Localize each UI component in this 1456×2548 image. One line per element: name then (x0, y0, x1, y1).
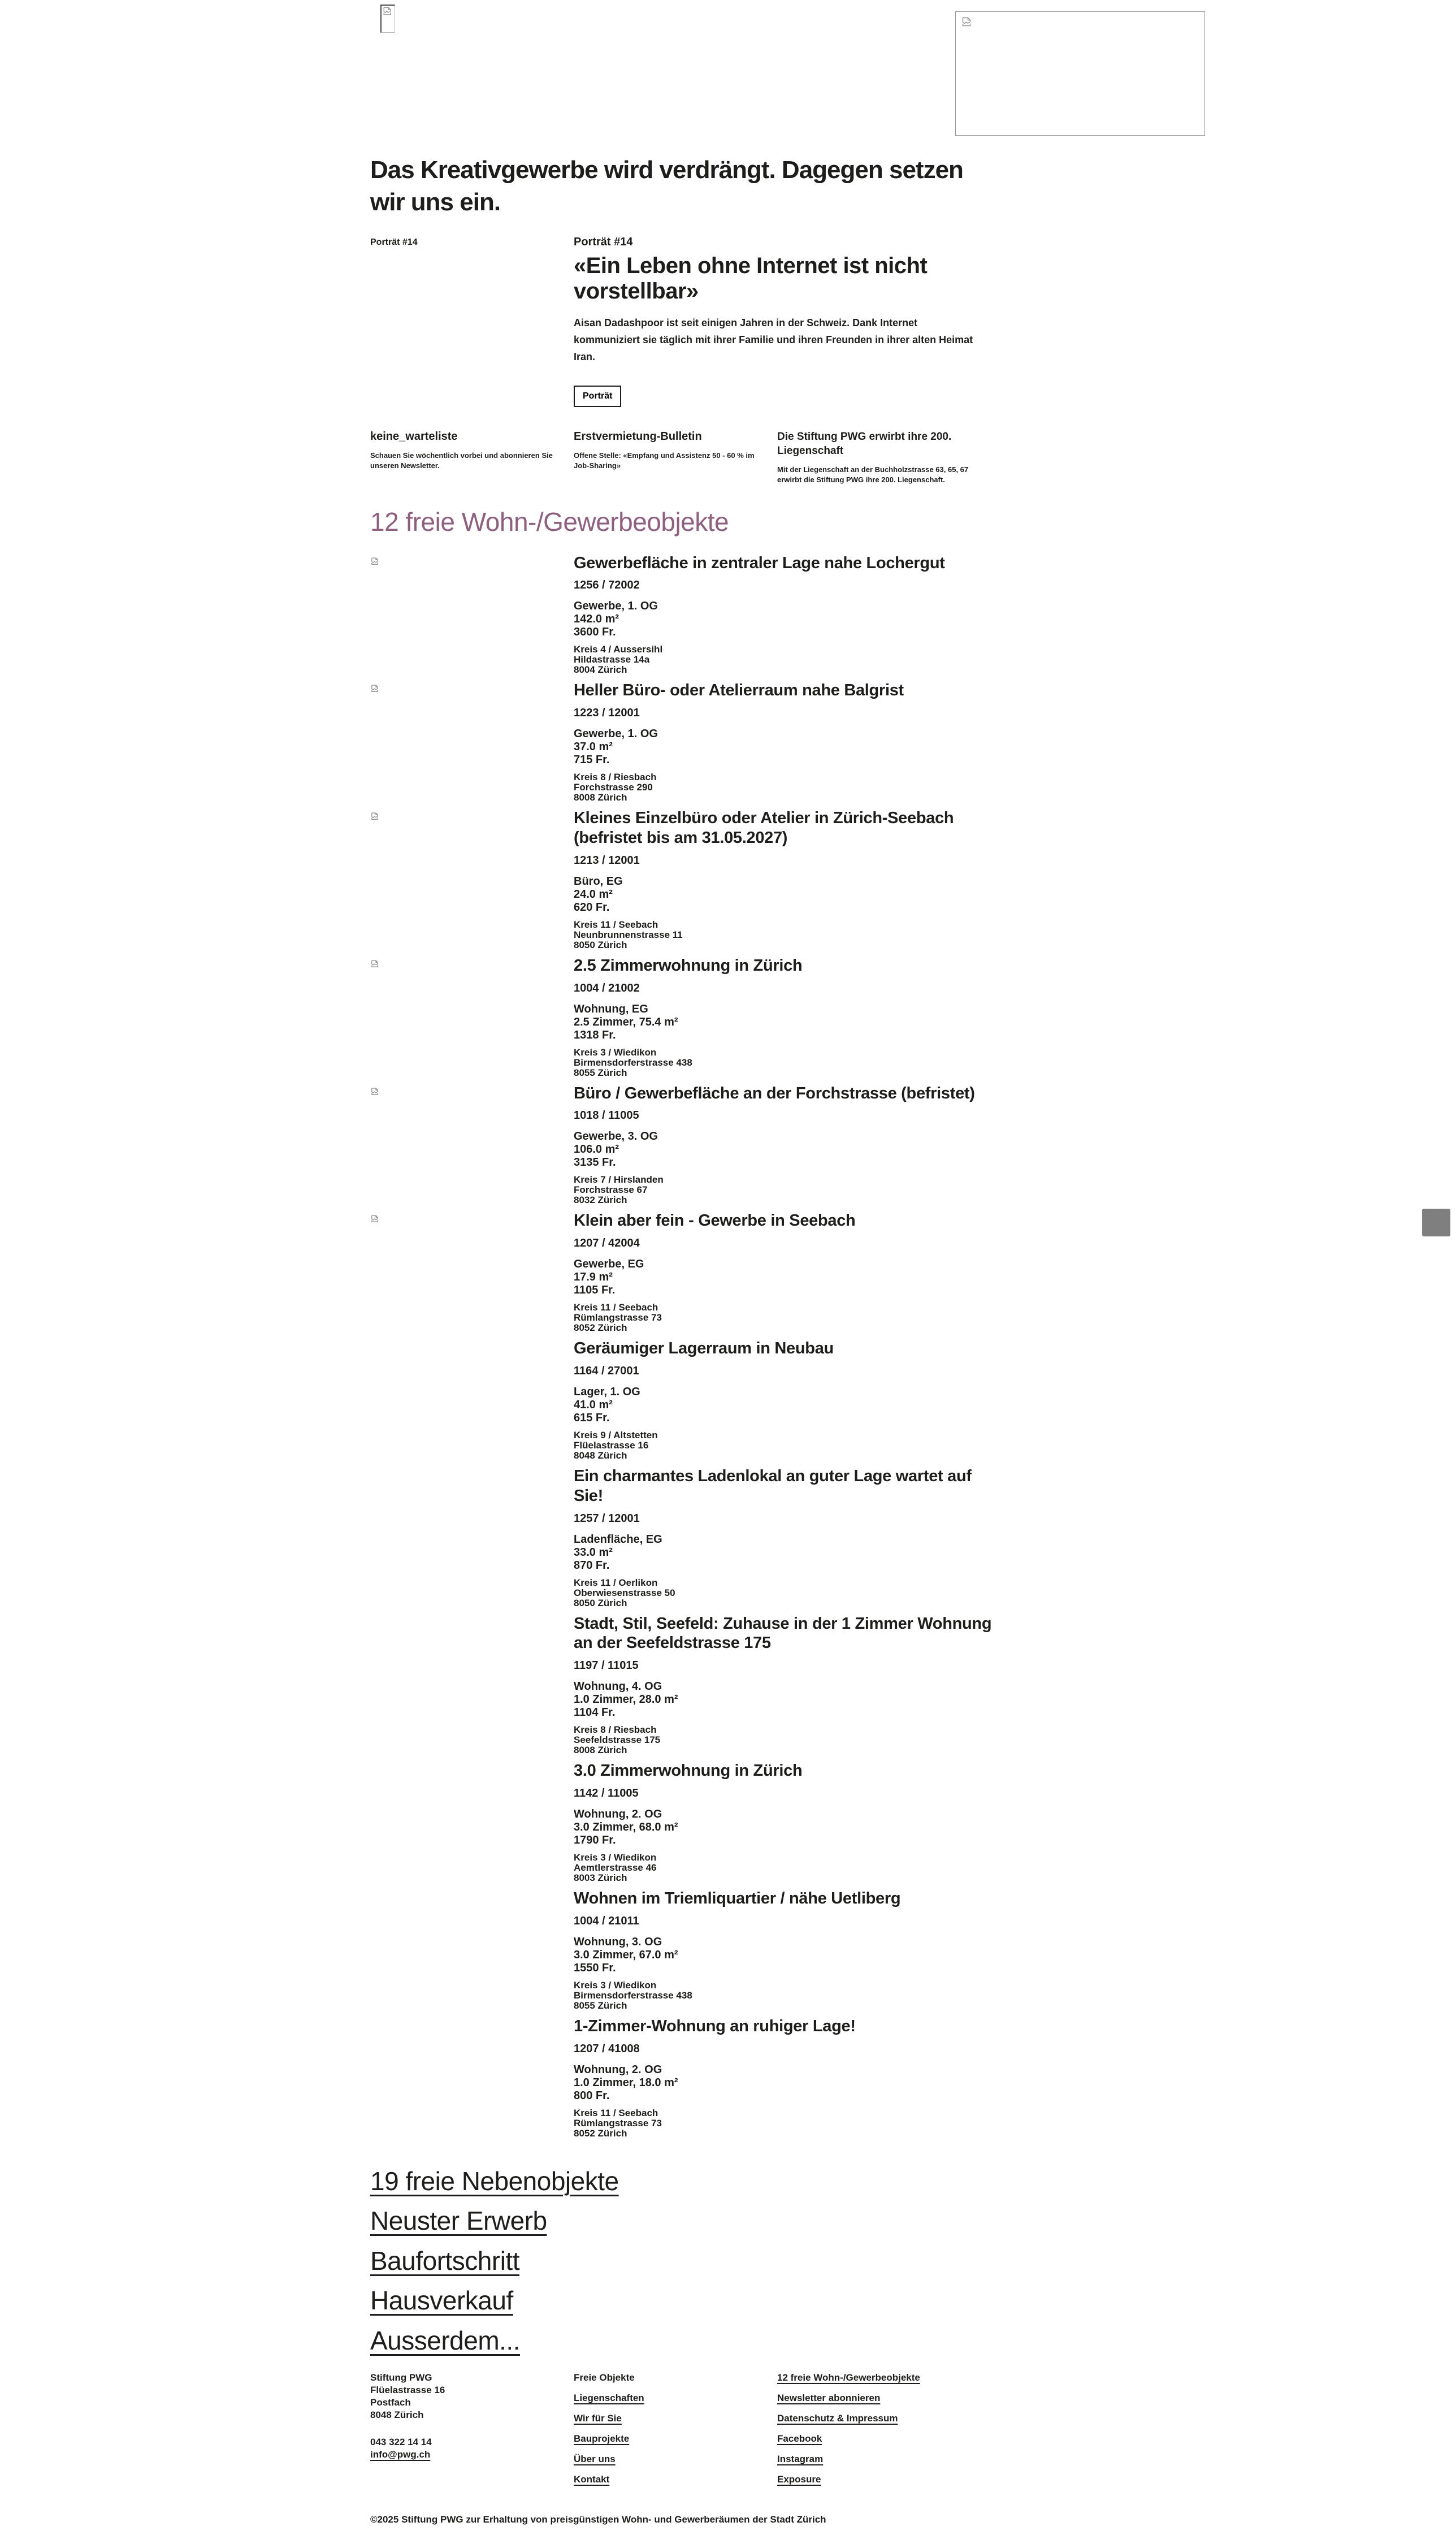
hero-image-placeholder (955, 11, 1205, 136)
listing-type: Büro, EG (574, 875, 623, 888)
listing-type: Wohnung, 2. OG (574, 2063, 662, 2076)
listing-title: Wohnen im Triemliquartier / nähe Uetliberg (574, 1889, 901, 1907)
listing-ref: 1164 / 27001 (574, 1364, 639, 1377)
listing-item (370, 1466, 1456, 1608)
listing-ref: 1257 / 12001 (574, 1512, 640, 1525)
listing-district: Kreis 8 / Riesbach (574, 772, 657, 783)
listing-street: Oberwiesenstrasse 50 (574, 1587, 675, 1598)
listing-title: Ein charmantes Ladenlokal an guter Lage wartet auf Sie! (574, 1466, 972, 1505)
listing-price: 800 Fr. (574, 2089, 610, 2102)
listing-city: 8052 Zürich (574, 2127, 627, 2139)
listing-thumbnail-placeholder (370, 808, 574, 950)
listing-city: 8008 Zürich (574, 1745, 627, 1756)
listing-link[interactable] (574, 956, 992, 1078)
news-row (370, 430, 1456, 485)
listing-thumbnail-placeholder (370, 553, 574, 676)
listing-street: Seefeldstrasse 175 (574, 1734, 661, 1746)
listing-type: Gewerbe, 1. OG (574, 600, 658, 613)
listing-rooms-area: 2.5 Zimmer, 75.4 m² (574, 1015, 678, 1028)
listing-title: 3.0 Zimmerwohnung in Zürich (574, 1762, 803, 1780)
listing-thumbnail-placeholder (370, 956, 574, 1078)
footer-nav-column-1 (574, 2372, 777, 2494)
listing-street: Birmensdorferstrasse 438 (574, 1989, 692, 2001)
listing-district: Kreis 11 / Seebach (574, 2107, 658, 2118)
portrait-label: Porträt #14 (370, 237, 418, 248)
listing-area: 24.0 m² (574, 888, 613, 901)
footer-link-liegenschaften[interactable]: Liegenschaften (574, 2393, 644, 2404)
footer-address-column (370, 2372, 574, 2494)
listing-item (370, 1084, 1456, 1206)
broken-image-icon (370, 684, 379, 693)
listing-area: 17.9 m² (574, 1271, 613, 1284)
listing-street: Hildastrasse 14a (574, 654, 650, 665)
listing-price: 1318 Fr. (574, 1028, 616, 1041)
link-nebenobjekte[interactable]: 19 freie Nebenobjekte (370, 2166, 619, 2196)
listing-title: Klein aber fein - Gewerbe in Seebach (574, 1212, 856, 1230)
listing-rooms-area: 1.0 Zimmer, 28.0 m² (574, 1693, 678, 1706)
footer-link-bauprojekte[interactable]: Bauprojekte (574, 2433, 630, 2445)
footer-org-name: Stiftung PWG (370, 2372, 432, 2383)
listing-district: Kreis 11 / Oerlikon (574, 1577, 658, 1588)
listing-district: Kreis 3 / Wiedikon (574, 1979, 657, 1991)
listing-link[interactable] (574, 1339, 992, 1461)
footer-link-instagram[interactable]: Instagram (777, 2454, 824, 2465)
portrait-content (574, 235, 986, 407)
listing-price: 615 Fr. (574, 1411, 610, 1424)
listing-type: Lager, 1. OG (574, 1385, 640, 1398)
listing-price: 715 Fr. (574, 754, 610, 767)
listing-item (370, 553, 1456, 676)
listing-link[interactable] (574, 1084, 992, 1206)
listing-item (370, 2017, 1456, 2139)
listing-link[interactable] (574, 1211, 992, 1333)
listing-type: Gewerbe, 1. OG (574, 728, 658, 741)
footer-column-label: Freie Objekte (574, 2372, 635, 2383)
listing-price: 870 Fr. (574, 1559, 610, 1572)
listing-ref: 1004 / 21002 (574, 981, 640, 994)
listing-price: 620 Fr. (574, 901, 610, 914)
listing-title: Stadt, Stil, Seefeld: Zuhause in der 1 Zimmer Wohnung an der Seefeldstrasse 175 (574, 1614, 992, 1652)
footer-link-wir-fuer-sie[interactable]: Wir für Sie (574, 2413, 622, 2424)
listing-ref: 1223 / 12001 (574, 707, 640, 720)
footer-nav-column-2 (777, 2372, 1071, 2494)
news-body: Offene Stelle: «Empfang und Assistenz 50 - 60 % im Job-Sharing» (574, 451, 755, 470)
listing-link[interactable] (574, 1889, 992, 2011)
portrait-kicker: Porträt #14 (574, 236, 633, 249)
broken-image-icon (370, 959, 379, 968)
listings-heading: 12 freie Wohn-/Gewerbeobjekte (370, 507, 729, 537)
listing-ref: 1207 / 42004 (574, 1237, 640, 1250)
portrait-body: Aisan Dadashpoor ist seit einigen Jahren in der Schweiz. Dank Internet kommuniziert sie täglich mit ihrer Familie und ihren Freunden in ihrer alten Heimat Iran. (574, 317, 973, 362)
side-widget-button[interactable] (1422, 1209, 1450, 1236)
listing-ref: 1197 / 11015 (574, 1659, 639, 1672)
listing-district: Kreis 4 / Aussersihl (574, 644, 663, 655)
footer-city: 8048 Zürich (370, 2409, 424, 2421)
listing-thumbnail-placeholder (370, 1761, 574, 1883)
listing-link[interactable] (574, 1466, 992, 1608)
portrait-title: «Ein Leben ohne Internet ist nicht vorstellbar» (574, 253, 928, 304)
listing-city: 8050 Zürich (574, 1597, 627, 1608)
listing-item (370, 1339, 1456, 1461)
listing-street: Flüelastrasse 16 (574, 1439, 649, 1451)
listing-type: Gewerbe, 3. OG (574, 1130, 658, 1143)
listing-price: 1790 Fr. (574, 1833, 616, 1846)
broken-image-icon (370, 1087, 379, 1096)
listing-city: 8003 Zürich (574, 1872, 627, 1883)
listing-area: 142.0 m² (574, 613, 619, 626)
broken-image-icon (370, 1214, 379, 1223)
footer-pobox: Postfach (370, 2397, 411, 2408)
listing-link[interactable] (574, 1614, 992, 1756)
listing-city: 8050 Zürich (574, 939, 627, 950)
listing-district: Kreis 11 / Seebach (574, 1302, 658, 1313)
news-card-liegenschaft[interactable] (777, 430, 981, 485)
listing-thumbnail-placeholder (370, 681, 574, 803)
link-baufortschritt[interactable]: Baufortschritt (370, 2246, 519, 2276)
listing-title: 2.5 Zimmerwohnung in Zürich (574, 956, 803, 975)
listing-thumbnail-placeholder (370, 1084, 574, 1206)
listing-title: Büro / Gewerbefläche an der Forchstrasse (befristet) (574, 1084, 975, 1102)
listing-thumbnail-placeholder (370, 1339, 574, 1461)
listing-price: 3135 Fr. (574, 1156, 616, 1169)
footer-link-ueber-uns[interactable]: Über uns (574, 2454, 616, 2465)
news-title: Die Stiftung PWG erwirbt ihre 200. Liegenschaft (777, 430, 952, 457)
footer-link-newsletter[interactable]: Newsletter abonnieren (777, 2393, 881, 2404)
listing-area: 37.0 m² (574, 741, 613, 754)
listing-district: Kreis 11 / Seebach (574, 919, 658, 930)
news-title: Erstvermietung-Bulletin (574, 430, 702, 443)
footer-phone: 043 322 14 14 (370, 2437, 432, 2448)
listing-link[interactable] (574, 553, 992, 676)
listing-type: Gewerbe, EG (574, 1258, 644, 1271)
broken-image-icon (370, 557, 379, 566)
footer-email-link[interactable]: info@pwg.ch (370, 2449, 431, 2460)
listing-ref: 1256 / 72002 (574, 579, 640, 592)
listing-type: Ladenfläche, EG (574, 1533, 662, 1546)
listing-title: Gewerbefläche in zentraler Lage nahe Lochergut (574, 553, 945, 572)
listing-street: Birmensdorferstrasse 438 (574, 1057, 692, 1068)
listing-city: 8052 Zürich (574, 1322, 627, 1334)
listing-item (370, 956, 1456, 1078)
listing-street: Aemtlerstrasse 46 (574, 1862, 657, 1873)
news-card-newsletter[interactable] (370, 430, 574, 485)
footer-link-exposure[interactable]: Exposure (777, 2474, 821, 2485)
listing-type: Wohnung, EG (574, 1002, 648, 1015)
link-neuster-erwerb[interactable]: Neuster Erwerb (370, 2206, 547, 2236)
listing-city: 8004 Zürich (574, 664, 627, 676)
footer-street: Flüelastrasse 16 (370, 2385, 445, 2396)
listing-thumbnail-placeholder (370, 1466, 574, 1608)
listing-link[interactable] (574, 2017, 992, 2139)
footer-link-facebook[interactable]: Facebook (777, 2433, 822, 2445)
section-links (370, 2167, 1456, 2355)
listing-link[interactable] (574, 808, 992, 950)
listing-link[interactable] (574, 1761, 992, 1883)
listing-area: 33.0 m² (574, 1546, 613, 1559)
footer-link-datenschutz[interactable]: Datenschutz & Impressum (777, 2413, 898, 2424)
listing-district: Kreis 3 / Wiedikon (574, 1046, 657, 1058)
listing-thumbnail-placeholder (370, 1211, 574, 1333)
listing-price: 1105 Fr. (574, 1284, 616, 1297)
copyright-line: ©2025 Stiftung PWG zur Erhaltung von preisgünstigen Wohn- und Gewerberäumen der Stadt Zürich (370, 2514, 826, 2525)
listing-title: Kleines Einzelbüro oder Atelier in Zürich-Seebach (befristet bis am 31.05.2027) (574, 809, 954, 847)
broken-image-icon (370, 812, 379, 821)
broken-image-icon (382, 6, 392, 16)
portrait-teaser (370, 235, 1456, 407)
listing-city: 8048 Zürich (574, 1450, 627, 1461)
listing-item (370, 1614, 1456, 1756)
listing-title: Geräumiger Lagerraum in Neubau (574, 1339, 834, 1358)
listing-district: Kreis 3 / Wiedikon (574, 1851, 657, 1863)
listing-type: Wohnung, 4. OG (574, 1680, 662, 1693)
listing-type: Wohnung, 2. OG (574, 1807, 662, 1820)
listing-ref: 1004 / 21011 (574, 1914, 639, 1927)
listing-thumbnail-placeholder (370, 1889, 574, 2011)
listing-item (370, 1889, 1456, 2011)
listing-city: 8008 Zürich (574, 792, 627, 803)
listing-price: 1104 Fr. (574, 1706, 616, 1719)
broken-image-icon (961, 16, 972, 28)
listing-rooms-area: 1.0 Zimmer, 18.0 m² (574, 2076, 678, 2089)
listing-rooms-area: 3.0 Zimmer, 67.0 m² (574, 1948, 678, 1961)
news-card-erstvermietung[interactable] (574, 430, 777, 485)
listing-ref: 1207 / 41008 (574, 2042, 640, 2055)
listing-street: Forchstrasse 67 (574, 1184, 648, 1196)
listing-item (370, 1761, 1456, 1883)
main-headline: Das Kreativgewerbe wird verdrängt. Dagegen setzen wir uns ein. (370, 156, 963, 217)
logo-image-placeholder[interactable] (380, 5, 395, 33)
link-ausserdem[interactable]: Ausserdem... (370, 2325, 520, 2355)
listing-ref: 1142 / 11005 (574, 1786, 639, 1799)
page-header (0, 0, 1456, 141)
listing-street: Rümlangstrasse 73 (574, 2117, 662, 2129)
listing-price: 1550 Fr. (574, 1961, 616, 1974)
listing-city: 8032 Zürich (574, 1195, 627, 1206)
listing-title: 1-Zimmer-Wohnung an ruhiger Lage! (574, 2017, 856, 2035)
listing-area: 41.0 m² (574, 1398, 613, 1411)
listing-city: 8055 Zürich (574, 1067, 627, 1078)
listing-title: Heller Büro- oder Atelierraum nahe Balgrist (574, 681, 904, 700)
page-footer (370, 2372, 1456, 2494)
link-hausverkauf[interactable]: Hausverkauf (370, 2286, 513, 2316)
listing-thumbnail-placeholder (370, 2017, 574, 2139)
listing-item (370, 681, 1456, 803)
news-title: keine_warteliste (370, 430, 458, 443)
footer-link-kontakt[interactable]: Kontakt (574, 2474, 610, 2485)
footer-link-freie-objekte[interactable]: 12 freie Wohn-/Gewerbeobjekte (777, 2372, 920, 2383)
listing-district: Kreis 7 / Hirslanden (574, 1174, 664, 1186)
portrait-button[interactable]: Porträt (574, 386, 621, 407)
listing-city: 8055 Zürich (574, 2000, 627, 2011)
listing-type: Wohnung, 3. OG (574, 1935, 662, 1948)
listing-thumbnail-placeholder (370, 1614, 574, 1756)
news-body: Schauen Sie wöchentlich vorbei und abonnieren Sie unseren Newsletter. (370, 451, 553, 470)
listing-ref: 1213 / 12001 (574, 854, 640, 867)
listing-district: Kreis 8 / Riesbach (574, 1724, 657, 1736)
listing-rooms-area: 3.0 Zimmer, 68.0 m² (574, 1820, 678, 1833)
listing-item (370, 1211, 1456, 1333)
news-body: Mit der Liegenschaft an der Buchholzstrasse 63, 65, 67 erwirbt die Stiftung PWG ihre 200. Liegenschaft. (777, 465, 969, 484)
listing-link[interactable] (574, 681, 992, 803)
listing-area: 106.0 m² (574, 1143, 619, 1156)
listing-item (370, 808, 1456, 950)
listing-street: Neunbrunnenstrasse 11 (574, 929, 683, 940)
listing-price: 3600 Fr. (574, 626, 616, 639)
listing-street: Forchstrasse 290 (574, 782, 653, 793)
listing-ref: 1018 / 11005 (574, 1109, 639, 1122)
listing-district: Kreis 9 / Altstetten (574, 1429, 658, 1440)
listing-street: Rümlangstrasse 73 (574, 1312, 662, 1323)
